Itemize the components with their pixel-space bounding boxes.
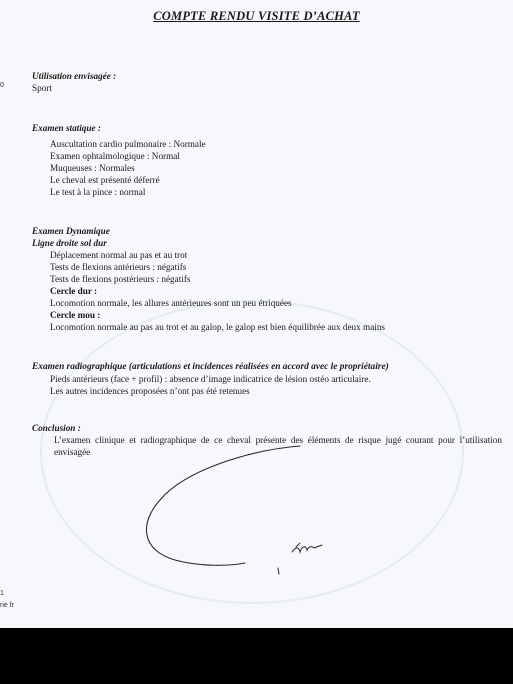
statique-line: Examen ophtalmologique : Normal (50, 151, 180, 161)
utilisation-value: Sport (32, 83, 52, 93)
cercle-mou-label: Cercle mou : (50, 310, 101, 320)
radio-line: Les autres incidences proposées n’ont pas été retenues (50, 386, 250, 396)
cercle-dur-text: Locomotion normale, les allures antérieures sont un peu étriquées (50, 298, 292, 308)
statique-line: Auscultation cardio pulmonaire : Normale (50, 139, 206, 149)
conclusion-heading: Conclusion : (32, 423, 81, 433)
statique-heading: Examen statique : (32, 123, 101, 133)
margin-mark-top: 0 (0, 82, 4, 89)
dynamique-subheading: Ligne droite sol dur (32, 238, 107, 248)
dynamique-heading: Examen Dynamique (32, 226, 110, 236)
radio-heading: Examen radiographique (articulations et incidences réalisées en accord avec le propriétaire) (32, 362, 389, 372)
dynamique-line: Tests de flexions antérieurs : négatifs (50, 262, 187, 272)
margin-mark-bottom-2: rie fr (0, 602, 14, 609)
statique-line: Le cheval est présenté déferré (50, 175, 160, 185)
margin-mark-bottom-1: 1 (0, 590, 4, 597)
radio-line: Pieds antérieurs (face + profil) : absence d’image indicatrice de lésion ostéo articulaire. (50, 374, 371, 384)
document-title: COMPTE RENDU VISITE D’ACHAT (153, 9, 360, 23)
statique-line: Le test à la pince : normal (50, 187, 146, 197)
statique-line: Muqueuses : Normales (50, 163, 135, 173)
cercle-dur-label: Cercle dur : (50, 286, 98, 296)
cercle-mou-text: Locomotion normale au pas au trot et au galop, le galop est bien équilibrée aux deux mains (50, 322, 385, 332)
conclusion-text: L’examen clinique et radiographique de ce cheval présente des éléments de risque jugé courant pour l’utilisation envisagée (54, 435, 502, 457)
utilisation-heading: Utilisation envisagée : (32, 71, 117, 81)
dynamique-line: Tests de flexions postérieurs : négatifs (50, 274, 191, 284)
dynamique-line: Déplacement normal au pas et au trot (50, 250, 188, 260)
